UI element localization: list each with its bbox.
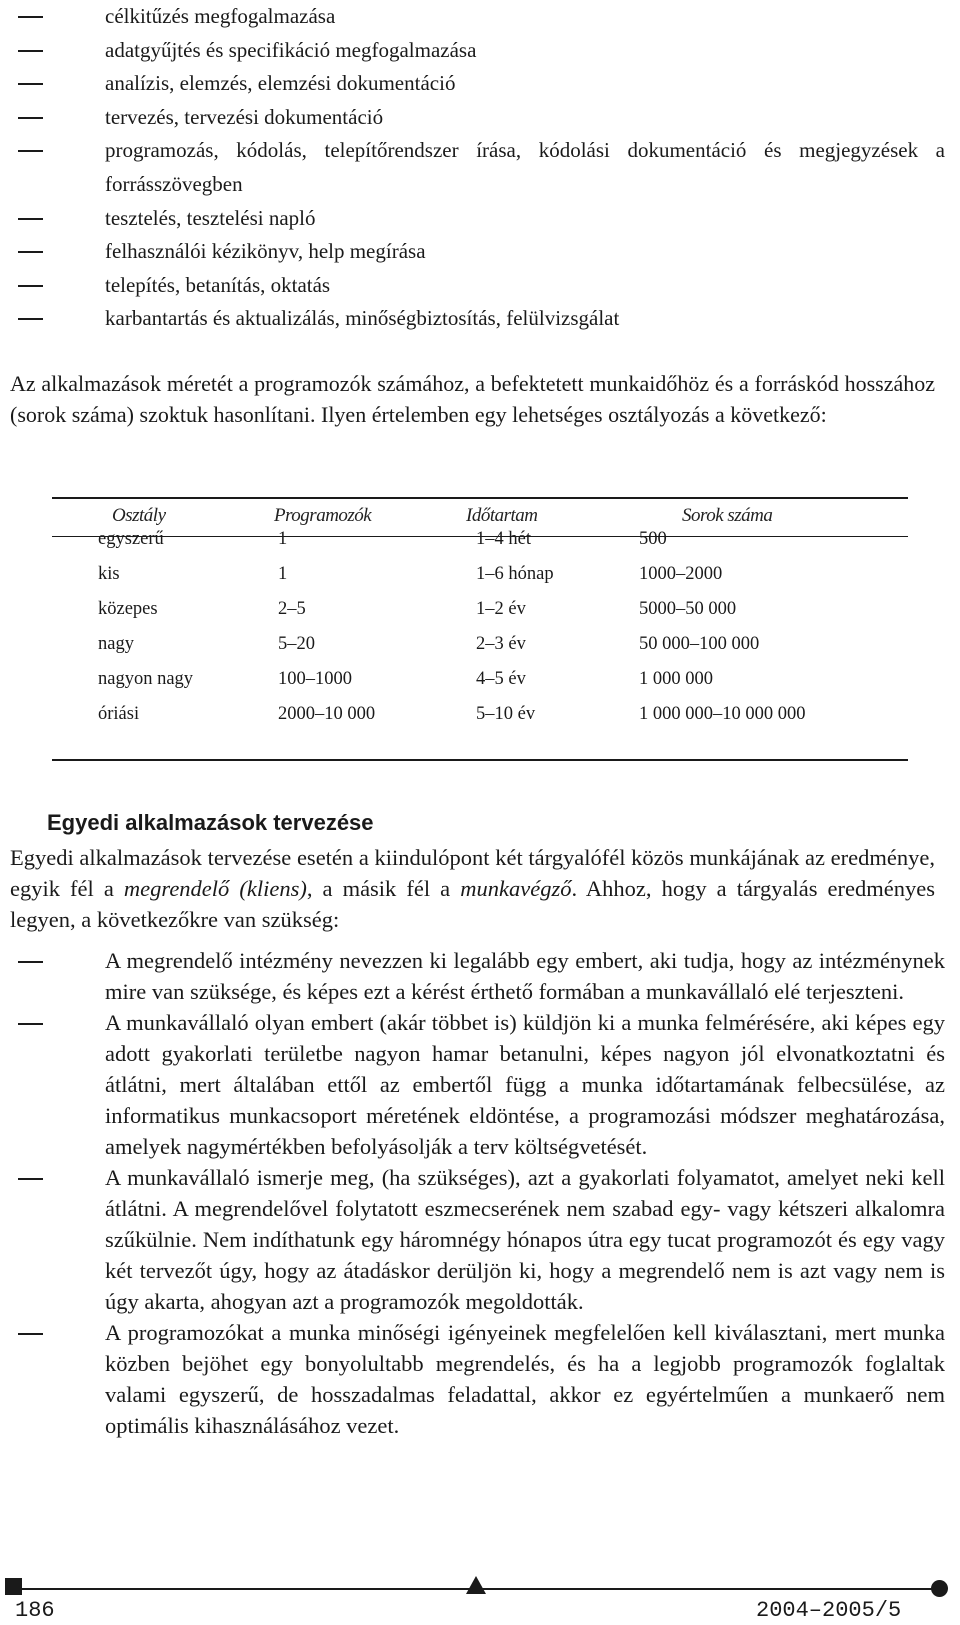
table-cell: 1 000 000–10 000 000 bbox=[639, 704, 806, 724]
table-header-programmers: Programozók bbox=[274, 505, 372, 526]
para-text: , a másik fél a bbox=[306, 876, 461, 901]
square-icon bbox=[5, 1578, 22, 1595]
table-cell: 1 bbox=[278, 564, 288, 584]
list-item: programozás, kódolás, telepítőrendszer írása, kódolási dokumentáció és megjegyzések a forrásszövegben bbox=[10, 134, 945, 201]
table-cell: 1 000 000 bbox=[639, 669, 713, 689]
table-header-duration: Időtartam bbox=[466, 505, 538, 526]
table-top-rule bbox=[52, 497, 908, 499]
table-cell: 500 bbox=[639, 529, 667, 549]
section-heading: Egyedi alkalmazások tervezése bbox=[47, 810, 374, 835]
para-text: Egyedi alkalmazások tervezése esetén a kiindulópont két tárgyalófél közös munkájának az eredménye, egyik fél a bbox=[10, 845, 935, 901]
table-header-lines: Sorok száma bbox=[682, 505, 773, 526]
list-item: analízis, elemzés, elemzési dokumentáció bbox=[10, 67, 945, 101]
table-cell: 1–6 hónap bbox=[476, 564, 554, 584]
table-cell: 5–20 bbox=[278, 634, 315, 654]
table-cell: 100–1000 bbox=[278, 669, 352, 689]
table-bottom-rule bbox=[52, 759, 908, 761]
list-item: A megrendelő intézmény nevezzen ki legalább egy embert, aki tudja, hogy az intézménynek mire van szüksége, és képes ezt a kérést érthető formában a munkavállaló elé terjeszteni. bbox=[10, 945, 945, 1007]
list-item: célkitűzés megfogalmazása bbox=[10, 0, 945, 34]
circle-icon bbox=[931, 1580, 948, 1597]
table-cell: 5000–50 000 bbox=[639, 599, 737, 619]
term-client: megrendelő (kliens) bbox=[123, 876, 307, 901]
table-cell: kis bbox=[98, 564, 120, 584]
triangle-icon bbox=[466, 1576, 486, 1594]
page-number: 186 bbox=[15, 1598, 55, 1623]
table-cell: óriási bbox=[98, 704, 140, 724]
table-row bbox=[52, 634, 908, 670]
issue-number: 2004–2005/5 bbox=[756, 1598, 902, 1623]
table-cell: 4–5 év bbox=[476, 669, 526, 689]
table-cell: közepes bbox=[98, 599, 158, 619]
table-row bbox=[52, 564, 908, 600]
term-contractor: munkavégző bbox=[460, 876, 572, 901]
table-header-class: Osztály bbox=[112, 505, 166, 526]
table-cell: 2000–10 000 bbox=[278, 704, 376, 724]
intro-paragraph: Az alkalmazások méretét a programozók számához, a befektetett munkaidőhöz és a forráskód hosszához (sorok száma) szoktuk hasonlítani. Ilyen értelemben egy lehetséges osztályozás a következő: bbox=[10, 371, 935, 427]
list-item: karbantartás és aktualizálás, minőségbiztosítás, felülvizsgálat bbox=[10, 302, 945, 336]
table-row bbox=[52, 669, 908, 705]
para-text: . Ahhoz, hogy a tárgyalás eredményes legyen, a következőkre van szükség: bbox=[10, 876, 936, 932]
section-paragraph bbox=[10, 842, 935, 935]
table-cell: 2–5 bbox=[278, 599, 306, 619]
list-item: A munkavállaló olyan embert (akár többet is) küldjön ki a munka felmérésére, aki képes egy adott gyakorlati területbe nagyon hamar betanulni, képes nagyon jól elvonatkoztatni és átlátni, mert általában ettől az embertől függ a munka időtartamának felbecsülése, az informatikus munkacsoport méretének eldöntése, a programozási módszer meghatározása, amelyek nagymértékben befolyásolják a terv költségvetését. bbox=[10, 1007, 945, 1162]
requirements-list bbox=[10, 945, 945, 1441]
table-cell: egyszerű bbox=[98, 529, 164, 549]
list-item: felhasználói kézikönyv, help megírása bbox=[10, 235, 945, 269]
table-cell: nagyon nagy bbox=[98, 669, 194, 689]
table-row bbox=[52, 704, 908, 740]
list-item: A munkavállaló ismerje meg, (ha szükséges), azt a gyakorlati folyamatot, amelyet neki kell átlátni. A megrendelővel folytatott eszmecserének nem szabad egy- vagy kétszeri alkalomra szűkülnie. Nem indíthatunk egy háromnégy hónapos útra egy tucat programozót és egy vagy két tervezőt úgy, hogy az átadáskor derüljön ki, hogy a megrendelő nem is azt vagy nem is úgy akarta, ahogyan azt a programozók megoldották. bbox=[10, 1162, 945, 1317]
table-row bbox=[52, 529, 908, 565]
table-row bbox=[52, 599, 908, 635]
list-item: adatgyűjtés és specifikáció megfogalmazása bbox=[10, 34, 945, 68]
table-cell: 50 000–100 000 bbox=[639, 634, 760, 654]
table-cell: 1 bbox=[278, 529, 288, 549]
list-item: tesztelés, tesztelési napló bbox=[10, 202, 945, 236]
list-item: A programozókat a munka minőségi igényeinek megfelelően kell kiválasztani, mert munka közben bejöhet egy bonyolultabb megrendelés, és ha a legjobb programozók foglaltak valami egyszerű, de hosszadalmas feladattal, akkor ez egyértelműen a munkaerő nem optimális kihasználásához vezet. bbox=[10, 1317, 945, 1441]
table-cell: 5–10 év bbox=[476, 704, 536, 724]
list-item: telepítés, betanítás, oktatás bbox=[10, 269, 945, 303]
table-cell: 1–2 év bbox=[476, 599, 526, 619]
list-item: tervezés, tervezési dokumentáció bbox=[10, 101, 945, 135]
table-cell: 1–4 hét bbox=[476, 529, 531, 549]
table-cell: 2–3 év bbox=[476, 634, 526, 654]
phase-list bbox=[10, 0, 945, 336]
table-cell: nagy bbox=[98, 634, 134, 654]
table-cell: 1000–2000 bbox=[639, 564, 723, 584]
